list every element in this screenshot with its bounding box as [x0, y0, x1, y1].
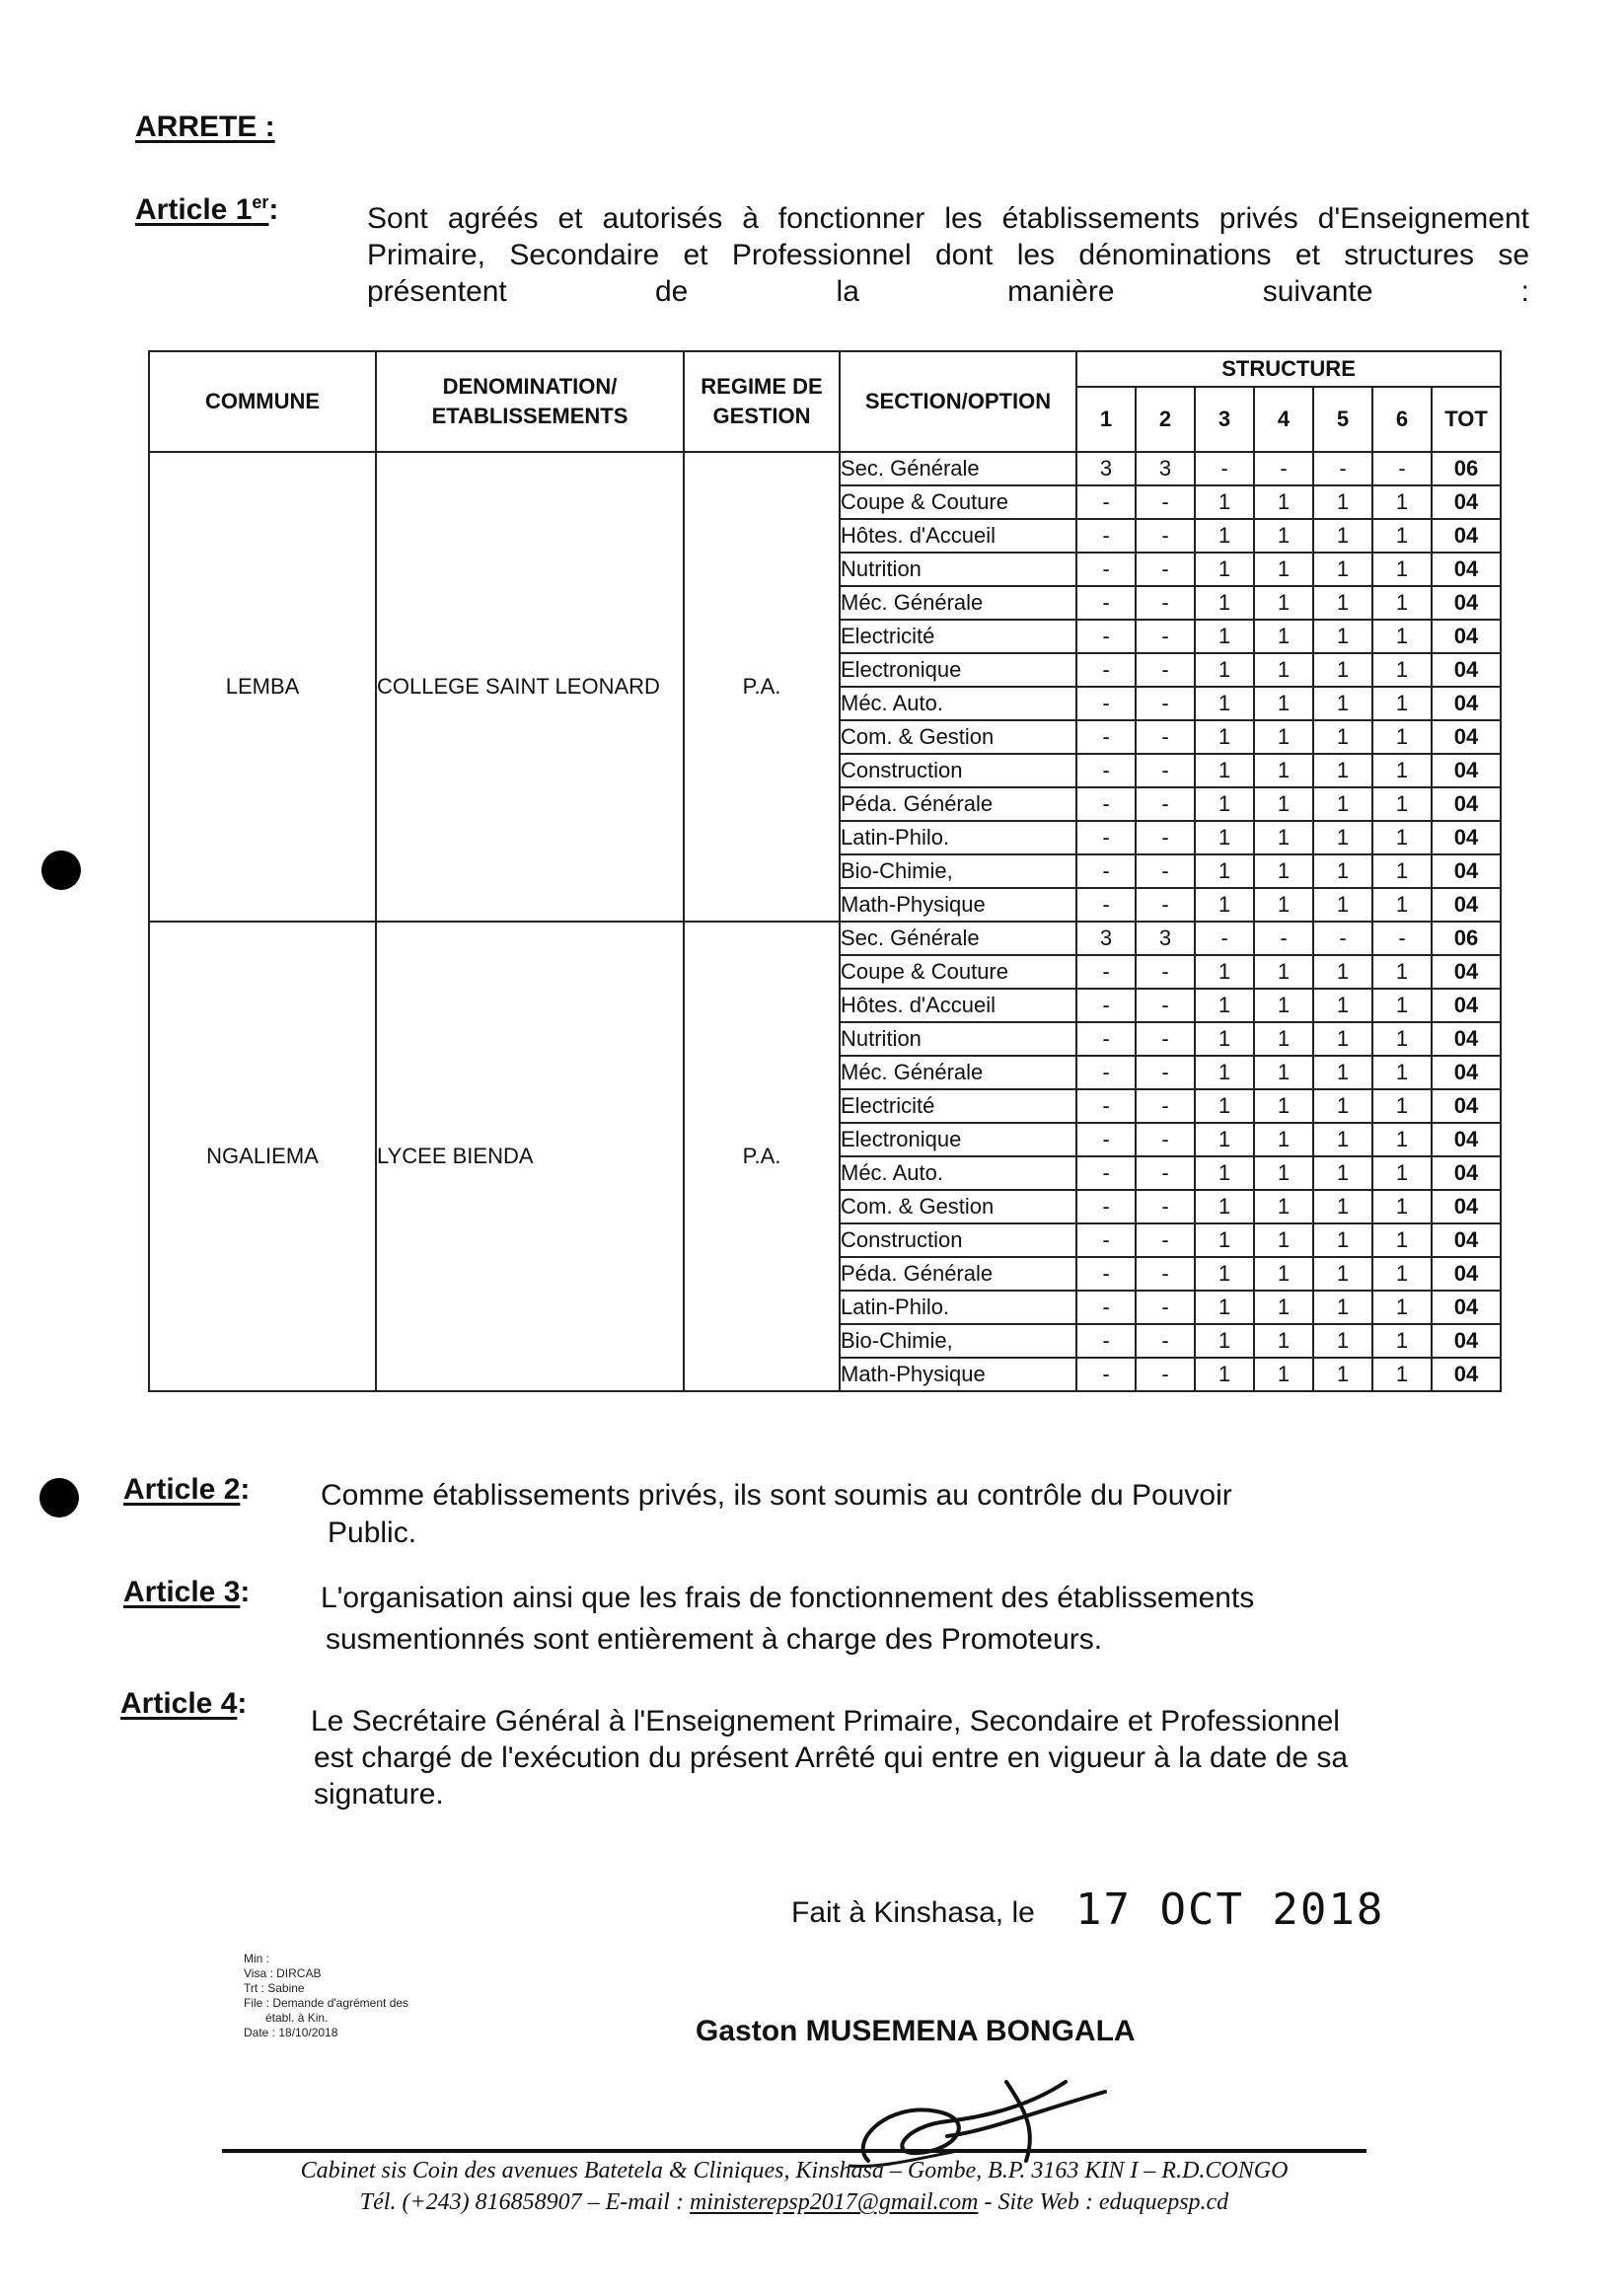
- file-note-line: Date : 18/10/2018: [244, 2026, 338, 2039]
- structure-value-cell: -: [1076, 586, 1136, 620]
- article-2-label: [123, 1473, 250, 1507]
- structure-value-cell: 1: [1195, 519, 1254, 553]
- total-cell: 04: [1432, 720, 1501, 754]
- structure-value-cell: 1: [1254, 553, 1313, 586]
- option-cell: Méc. Auto.: [840, 1156, 1076, 1190]
- option-cell: Latin-Philo.: [840, 1291, 1076, 1324]
- total-cell: 04: [1432, 989, 1501, 1022]
- structure-value-cell: 3: [1136, 922, 1195, 955]
- total-cell: 04: [1432, 687, 1501, 720]
- structure-value-cell: 1: [1254, 888, 1313, 922]
- etablissement-cell: LYCEE BIENDA: [376, 922, 684, 1391]
- structure-value-cell: 1: [1313, 787, 1372, 821]
- option-cell: Electronique: [840, 1123, 1076, 1156]
- structure-value-cell: 1: [1313, 1291, 1372, 1324]
- structure-value-cell: 1: [1372, 1358, 1432, 1391]
- structure-value-cell: 1: [1195, 1257, 1254, 1291]
- structure-value-cell: 1: [1195, 485, 1254, 519]
- article-4-text-line3: signature.: [314, 1778, 444, 1811]
- header-col-4: 4: [1254, 387, 1313, 452]
- structure-value-cell: -: [1076, 687, 1136, 720]
- total-cell: 04: [1432, 485, 1501, 519]
- structure-value-cell: 1: [1372, 586, 1432, 620]
- footer-site: - Site Web : eduquepsp.cd: [978, 2189, 1229, 2215]
- structure-value-cell: 1: [1195, 754, 1254, 787]
- option-cell: Electricité: [840, 1089, 1076, 1123]
- structure-value-cell: 1: [1313, 720, 1372, 754]
- file-note-line: Trt : Sabine: [244, 1981, 305, 1995]
- article-3-text-line1: L'organisation ainsi que les frais de fonctionnement des établissements: [321, 1582, 1255, 1614]
- article-2-text-line2: Public.: [328, 1517, 417, 1549]
- article-2-label-colon: :: [240, 1473, 251, 1506]
- structure-value-cell: 1: [1313, 485, 1372, 519]
- structure-value-cell: 1: [1195, 1190, 1254, 1223]
- structure-value-cell: 1: [1254, 1324, 1313, 1358]
- total-cell: 04: [1432, 620, 1501, 653]
- header-col-1: 1: [1076, 387, 1136, 452]
- option-cell: Hôtes. d'Accueil: [840, 989, 1076, 1022]
- page-title: ARRETE :: [135, 111, 275, 143]
- article-1-text: Sont agréés et autorisés à fonctionner les établissements privés d'Enseignement Primaire, Secondaire et Professionnel dont les dénominations et structures se présentent de la manière suivante :: [367, 202, 1529, 308]
- structure-value-cell: 1: [1313, 1190, 1372, 1223]
- total-cell: 04: [1432, 1089, 1501, 1123]
- structure-value-cell: 1: [1254, 787, 1313, 821]
- article-1-label-colon: :: [268, 193, 279, 226]
- structure-value-cell: 1: [1195, 586, 1254, 620]
- structure-value-cell: -: [1076, 1156, 1136, 1190]
- total-cell: 04: [1432, 1291, 1501, 1324]
- option-cell: Construction: [840, 1223, 1076, 1257]
- article-3-label: [123, 1576, 250, 1609]
- structure-value-cell: -: [1076, 519, 1136, 553]
- option-cell: Com. & Gestion: [840, 1190, 1076, 1223]
- structure-value-cell: 1: [1254, 586, 1313, 620]
- structure-value-cell: 1: [1195, 1358, 1254, 1391]
- article-4-label: [120, 1687, 247, 1721]
- structure-value-cell: -: [1136, 1056, 1195, 1089]
- structure-value-cell: 1: [1254, 1056, 1313, 1089]
- option-cell: Latin-Philo.: [840, 821, 1076, 854]
- structure-value-cell: 1: [1372, 754, 1432, 787]
- structure-value-cell: 1: [1195, 687, 1254, 720]
- structure-value-cell: 1: [1372, 1223, 1432, 1257]
- structure-value-cell: -: [1076, 854, 1136, 888]
- structure-value-cell: 1: [1254, 854, 1313, 888]
- option-cell: Hôtes. d'Accueil: [840, 519, 1076, 553]
- structure-value-cell: -: [1136, 720, 1195, 754]
- structure-value-cell: 1: [1372, 1089, 1432, 1123]
- etablissement-cell: COLLEGE SAINT LEONARD: [376, 452, 684, 922]
- header-col-3: 3: [1195, 387, 1254, 452]
- structure-value-cell: 1: [1313, 754, 1372, 787]
- structure-value-cell: 1: [1313, 586, 1372, 620]
- structure-value-cell: 1: [1372, 553, 1432, 586]
- structure-value-cell: -: [1136, 485, 1195, 519]
- structure-value-cell: -: [1136, 1223, 1195, 1257]
- structure-value-cell: 1: [1195, 1223, 1254, 1257]
- article-2-label-main: Article 2: [123, 1473, 241, 1506]
- structure-value-cell: -: [1313, 452, 1372, 485]
- structure-value-cell: -: [1076, 787, 1136, 821]
- article-3-label-main: Article 3: [123, 1576, 241, 1608]
- total-cell: 04: [1432, 754, 1501, 787]
- structure-value-cell: 1: [1254, 1022, 1313, 1056]
- total-cell: 04: [1432, 955, 1501, 989]
- structure-value-cell: -: [1076, 485, 1136, 519]
- total-cell: 04: [1432, 1123, 1501, 1156]
- option-cell: Sec. Générale: [840, 922, 1076, 955]
- total-cell: 04: [1432, 1190, 1501, 1223]
- footer-line-2: [197, 2186, 1391, 2218]
- file-note-line: Visa : DIRCAB: [244, 1966, 322, 1980]
- article-4-text-line2: est chargé de l'exécution du présent Arrêté qui entre en vigueur à la date de sa: [314, 1741, 1349, 1774]
- total-cell: 06: [1432, 922, 1501, 955]
- footer-address: [197, 2155, 1391, 2218]
- structure-value-cell: 1: [1195, 854, 1254, 888]
- structure-value-cell: 1: [1254, 1156, 1313, 1190]
- total-cell: 04: [1432, 1056, 1501, 1089]
- structure-value-cell: 1: [1195, 821, 1254, 854]
- structure-value-cell: 1: [1372, 519, 1432, 553]
- structure-value-cell: 1: [1254, 989, 1313, 1022]
- structure-value-cell: 1: [1313, 553, 1372, 586]
- article-2-text-line1: Comme établissements privés, ils sont soumis au contrôle du Pouvoir: [321, 1479, 1232, 1512]
- structure-value-cell: 1: [1372, 787, 1432, 821]
- structure-value-cell: -: [1076, 1022, 1136, 1056]
- structure-value-cell: 1: [1195, 1123, 1254, 1156]
- structure-value-cell: -: [1076, 821, 1136, 854]
- structure-value-cell: -: [1195, 452, 1254, 485]
- total-cell: 04: [1432, 888, 1501, 922]
- option-cell: Math-Physique: [840, 1358, 1076, 1391]
- structure-value-cell: -: [1136, 1358, 1195, 1391]
- structure-value-cell: 1: [1195, 787, 1254, 821]
- structure-value-cell: -: [1136, 888, 1195, 922]
- structure-value-cell: -: [1136, 754, 1195, 787]
- structure-value-cell: 1: [1372, 854, 1432, 888]
- structure-value-cell: 1: [1313, 653, 1372, 687]
- option-cell: Péda. Générale: [840, 1257, 1076, 1291]
- structure-value-cell: 1: [1313, 955, 1372, 989]
- table-row: [149, 922, 1501, 955]
- structure-value-cell: 1: [1195, 1324, 1254, 1358]
- structure-value-cell: 3: [1076, 922, 1136, 955]
- structure-value-cell: 1: [1313, 620, 1372, 653]
- structure-value-cell: 1: [1254, 1257, 1313, 1291]
- structure-value-cell: -: [1076, 955, 1136, 989]
- structure-value-cell: 1: [1313, 1056, 1372, 1089]
- structure-value-cell: 1: [1254, 1291, 1313, 1324]
- structure-value-cell: 1: [1313, 1089, 1372, 1123]
- regime-cell: P.A.: [684, 922, 840, 1391]
- structure-value-cell: -: [1076, 1190, 1136, 1223]
- punch-hole-dot: [41, 851, 81, 890]
- option-cell: Sec. Générale: [840, 452, 1076, 485]
- structure-value-cell: 1: [1195, 989, 1254, 1022]
- structure-value-cell: -: [1136, 620, 1195, 653]
- structure-value-cell: -: [1076, 989, 1136, 1022]
- header-commune: COMMUNE: [149, 351, 376, 452]
- structure-value-cell: 1: [1195, 653, 1254, 687]
- structure-value-cell: -: [1254, 452, 1313, 485]
- structure-value-cell: 1: [1313, 1257, 1372, 1291]
- structure-value-cell: 1: [1254, 1089, 1313, 1123]
- structure-value-cell: 1: [1313, 1324, 1372, 1358]
- article-1-label-sup: er: [252, 192, 269, 212]
- total-cell: 04: [1432, 1156, 1501, 1190]
- structure-value-cell: 1: [1195, 955, 1254, 989]
- structure-value-cell: 1: [1372, 821, 1432, 854]
- option-cell: Nutrition: [840, 1022, 1076, 1056]
- option-cell: Méc. Générale: [840, 1056, 1076, 1089]
- structure-value-cell: 1: [1254, 687, 1313, 720]
- file-note-line: File : Demande d'agrément des: [244, 1996, 409, 2010]
- structure-value-cell: 1: [1372, 955, 1432, 989]
- structure-value-cell: -: [1076, 620, 1136, 653]
- structure-value-cell: 1: [1313, 854, 1372, 888]
- structure-value-cell: 1: [1195, 1089, 1254, 1123]
- footer-line-1: Cabinet sis Coin des avenues Batetela & Cliniques, Kinshasa – Gombe, B.P. 3163 KIN I – R.D.CONGO: [300, 2158, 1289, 2183]
- total-cell: 04: [1432, 1324, 1501, 1358]
- article-1-label: [135, 192, 278, 227]
- header-col-6: 6: [1372, 387, 1432, 452]
- structure-value-cell: -: [1136, 1123, 1195, 1156]
- structure-value-cell: 1: [1313, 519, 1372, 553]
- structure-value-cell: 1: [1372, 620, 1432, 653]
- structure-value-cell: -: [1076, 1056, 1136, 1089]
- commune-cell: LEMBA: [149, 452, 376, 922]
- regime-cell: P.A.: [684, 452, 840, 922]
- structure-value-cell: 1: [1372, 989, 1432, 1022]
- structure-value-cell: 1: [1372, 1056, 1432, 1089]
- total-cell: 04: [1432, 854, 1501, 888]
- structure-value-cell: -: [1136, 1190, 1195, 1223]
- structure-table: [148, 350, 1502, 1392]
- structure-value-cell: 1: [1372, 1291, 1432, 1324]
- header-structure: STRUCTURE: [1076, 351, 1501, 387]
- option-cell: Bio-Chimie,: [840, 854, 1076, 888]
- option-cell: Electronique: [840, 653, 1076, 687]
- structure-value-cell: -: [1195, 922, 1254, 955]
- structure-value-cell: -: [1136, 1089, 1195, 1123]
- header-denomination: DENOMINATION/ ETABLISSEMENTS: [376, 351, 684, 452]
- structure-value-cell: -: [1372, 452, 1432, 485]
- total-cell: 04: [1432, 1257, 1501, 1291]
- structure-value-cell: 1: [1254, 1223, 1313, 1257]
- option-cell: Nutrition: [840, 553, 1076, 586]
- structure-value-cell: 1: [1195, 888, 1254, 922]
- footer-rule: [222, 2149, 1366, 2153]
- structure-value-cell: -: [1136, 787, 1195, 821]
- structure-value-cell: 1: [1254, 485, 1313, 519]
- structure-value-cell: -: [1136, 854, 1195, 888]
- header-section: SECTION/OPTION: [840, 351, 1076, 452]
- article-4-label-colon: :: [237, 1687, 248, 1720]
- article-3-label-colon: :: [240, 1576, 251, 1608]
- structure-value-cell: -: [1136, 821, 1195, 854]
- header-col-5: 5: [1313, 387, 1372, 452]
- total-cell: 04: [1432, 787, 1501, 821]
- structure-value-cell: 1: [1195, 620, 1254, 653]
- structure-value-cell: 1: [1372, 1190, 1432, 1223]
- structure-value-cell: -: [1136, 586, 1195, 620]
- structure-value-cell: -: [1076, 1358, 1136, 1391]
- structure-value-cell: -: [1136, 955, 1195, 989]
- total-cell: 04: [1432, 1358, 1501, 1391]
- structure-value-cell: -: [1136, 1257, 1195, 1291]
- structure-value-cell: 1: [1372, 687, 1432, 720]
- structure-value-cell: -: [1136, 989, 1195, 1022]
- structure-value-cell: 1: [1254, 1358, 1313, 1391]
- option-cell: Math-Physique: [840, 888, 1076, 922]
- structure-value-cell: -: [1076, 1089, 1136, 1123]
- stamp-date: 17 OCT 2018: [1075, 1885, 1385, 1935]
- structure-value-cell: 3: [1136, 452, 1195, 485]
- commune-cell: NGALIEMA: [149, 922, 376, 1391]
- structure-value-cell: 1: [1313, 1358, 1372, 1391]
- option-cell: Coupe & Couture: [840, 955, 1076, 989]
- structure-value-cell: 1: [1195, 720, 1254, 754]
- header-col-2: 2: [1136, 387, 1195, 452]
- structure-value-cell: -: [1372, 922, 1432, 955]
- structure-value-cell: -: [1136, 519, 1195, 553]
- structure-value-cell: 1: [1313, 888, 1372, 922]
- structure-value-cell: 1: [1254, 754, 1313, 787]
- structure-value-cell: 1: [1372, 1123, 1432, 1156]
- article-1-label-main: Article 1: [135, 193, 253, 226]
- total-cell: 06: [1432, 452, 1501, 485]
- structure-value-cell: -: [1254, 922, 1313, 955]
- option-cell: Coupe & Couture: [840, 485, 1076, 519]
- table-body: [149, 452, 1501, 1391]
- structure-value-cell: 1: [1254, 620, 1313, 653]
- structure-value-cell: -: [1076, 888, 1136, 922]
- structure-value-cell: 1: [1372, 1156, 1432, 1190]
- structure-value-cell: 1: [1313, 1223, 1372, 1257]
- total-cell: 04: [1432, 519, 1501, 553]
- article-4-label-main: Article 4: [120, 1687, 238, 1720]
- structure-value-cell: 1: [1195, 1291, 1254, 1324]
- structure-value-cell: 1: [1254, 955, 1313, 989]
- structure-value-cell: 1: [1254, 821, 1313, 854]
- header-col-tot: TOT: [1432, 387, 1501, 452]
- structure-value-cell: 1: [1313, 1156, 1372, 1190]
- table-row: [149, 452, 1501, 485]
- structure-value-cell: 1: [1313, 687, 1372, 720]
- file-notes: [244, 1952, 408, 2040]
- structure-value-cell: 1: [1313, 1123, 1372, 1156]
- signer-name: Gaston MUSEMENA BONGALA: [696, 2015, 1136, 2047]
- structure-value-cell: -: [1076, 1324, 1136, 1358]
- structure-value-cell: 1: [1372, 1022, 1432, 1056]
- structure-value-cell: -: [1076, 553, 1136, 586]
- file-note-line: établ. à Kin.: [265, 2011, 329, 2025]
- structure-value-cell: 1: [1313, 821, 1372, 854]
- structure-value-cell: -: [1076, 1123, 1136, 1156]
- option-cell: Bio-Chimie,: [840, 1324, 1076, 1358]
- structure-value-cell: -: [1076, 1291, 1136, 1324]
- place-date-label: Fait à Kinshasa, le: [791, 1896, 1035, 1929]
- total-cell: 04: [1432, 653, 1501, 687]
- structure-value-cell: 1: [1195, 1022, 1254, 1056]
- structure-value-cell: 1: [1372, 888, 1432, 922]
- structure-value-cell: -: [1136, 687, 1195, 720]
- structure-value-cell: 1: [1372, 653, 1432, 687]
- structure-value-cell: -: [1136, 653, 1195, 687]
- structure-value-cell: -: [1136, 1156, 1195, 1190]
- option-cell: Méc. Générale: [840, 586, 1076, 620]
- structure-value-cell: 1: [1372, 720, 1432, 754]
- structure-value-cell: -: [1076, 720, 1136, 754]
- total-cell: 04: [1432, 1223, 1501, 1257]
- structure-value-cell: 1: [1372, 485, 1432, 519]
- structure-value-cell: 1: [1254, 1190, 1313, 1223]
- total-cell: 04: [1432, 1022, 1501, 1056]
- structure-value-cell: -: [1136, 1022, 1195, 1056]
- total-cell: 04: [1432, 821, 1501, 854]
- structure-value-cell: -: [1136, 1291, 1195, 1324]
- structure-value-cell: 1: [1372, 1257, 1432, 1291]
- option-cell: Construction: [840, 754, 1076, 787]
- structure-value-cell: 1: [1254, 1123, 1313, 1156]
- option-cell: Méc. Auto.: [840, 687, 1076, 720]
- footer-phone: Tél. (+243) 816858907 – E-mail :: [359, 2189, 690, 2215]
- structure-value-cell: 1: [1254, 720, 1313, 754]
- structure-value-cell: -: [1076, 653, 1136, 687]
- total-cell: 04: [1432, 553, 1501, 586]
- article-3-text-line2: susmentionnés sont entièrement à charge des Promoteurs.: [326, 1623, 1103, 1656]
- punch-hole-dot: [39, 1478, 79, 1517]
- structure-value-cell: 1: [1195, 1056, 1254, 1089]
- structure-value-cell: 1: [1195, 553, 1254, 586]
- structure-value-cell: -: [1076, 1223, 1136, 1257]
- option-cell: Electricité: [840, 620, 1076, 653]
- file-note-line: Min :: [244, 1952, 270, 1965]
- structure-value-cell: 1: [1254, 653, 1313, 687]
- structure-value-cell: 1: [1372, 1324, 1432, 1358]
- structure-value-cell: 1: [1254, 519, 1313, 553]
- structure-value-cell: 1: [1313, 1022, 1372, 1056]
- structure-value-cell: -: [1136, 1324, 1195, 1358]
- structure-value-cell: -: [1076, 754, 1136, 787]
- total-cell: 04: [1432, 586, 1501, 620]
- structure-value-cell: 1: [1195, 1156, 1254, 1190]
- structure-value-cell: -: [1076, 1257, 1136, 1291]
- option-cell: Com. & Gestion: [840, 720, 1076, 754]
- option-cell: Péda. Générale: [840, 787, 1076, 821]
- header-regime: REGIME DE GESTION: [684, 351, 840, 452]
- structure-value-cell: 3: [1076, 452, 1136, 485]
- structure-value-cell: -: [1136, 553, 1195, 586]
- structure-value-cell: 1: [1313, 989, 1372, 1022]
- footer-email-link[interactable]: ministerepsp2017@gmail.com: [689, 2189, 979, 2215]
- article-4-text-line1: Le Secrétaire Général à l'Enseignement Primaire, Secondaire et Professionnel: [311, 1705, 1340, 1738]
- structure-value-cell: -: [1313, 922, 1372, 955]
